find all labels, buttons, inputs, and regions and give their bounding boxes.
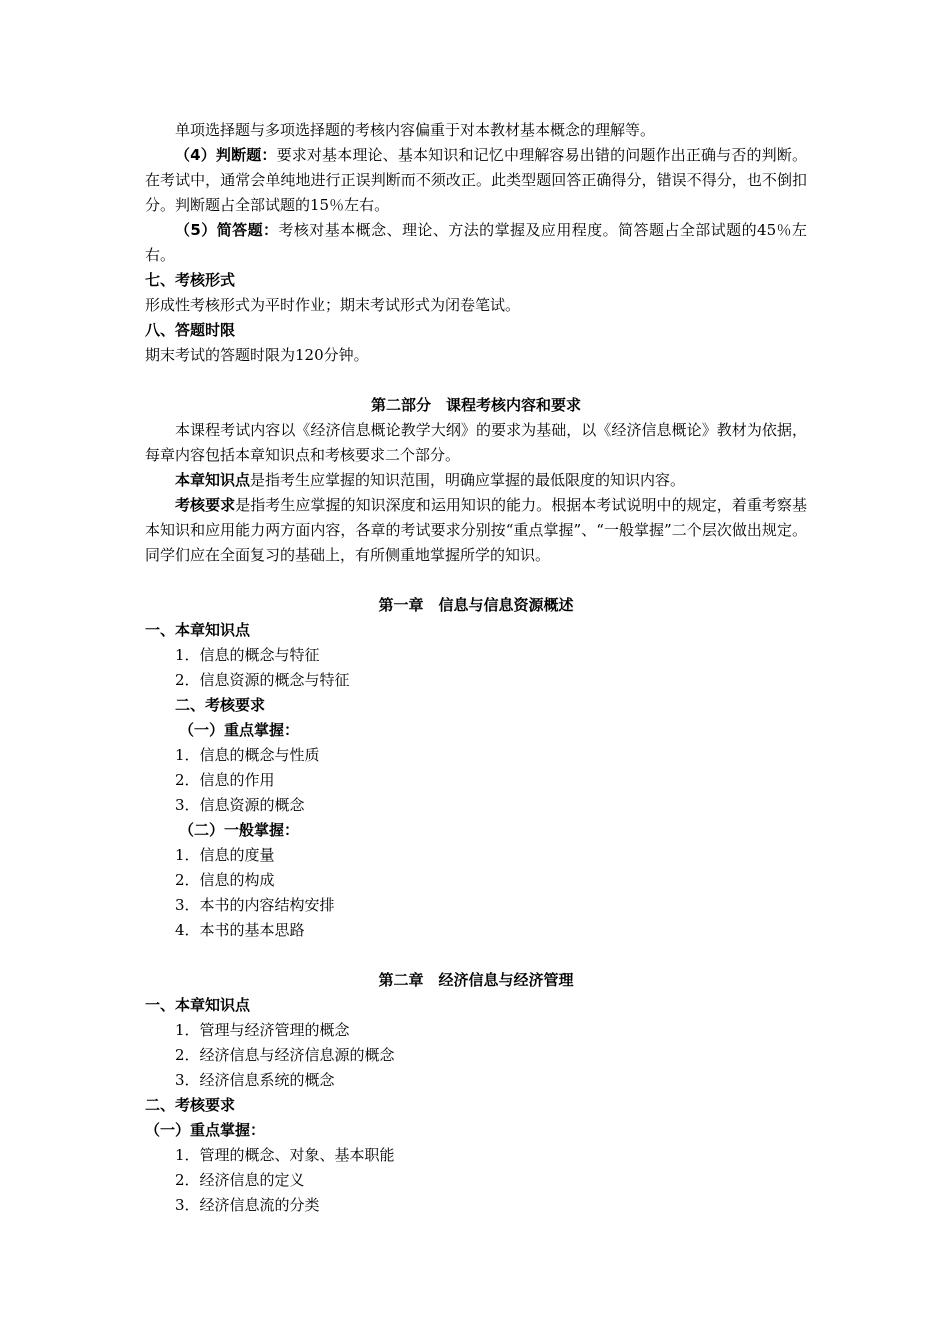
list-item: 1．信息的概念与特征 <box>175 646 320 664</box>
chapter2-knowledge-heading: 一、本章知识点 <box>145 996 251 1014</box>
true-false-text: 要求对基本理论、基本知识和记忆中理解容易出错的问题作出正确与否的判断。在考试中，通常会单纯地进行正误判断而不须改正。此类型题回答正确得分，错误不得分，也不倒扣分。判断题占全部试题的15％左右。 <box>145 146 807 214</box>
short-answer-label: （5）简答题： <box>175 221 279 239</box>
short-answer-text: 考核对基本概念、理论、方法的掌握及应用程度。简答题占全部试题的45％左右。 <box>145 221 807 264</box>
list-item: 1．管理与经济管理的概念 <box>175 1021 350 1039</box>
list-item: 1．管理的概念、对象、基本职能 <box>175 1146 395 1164</box>
chapter1-key-heading: （一）重点掌握： <box>179 721 300 739</box>
true-false-paragraph <box>145 143 807 218</box>
section-heading-8: 八、答题时限 <box>145 321 236 339</box>
list-item: 2．信息的构成 <box>175 871 275 889</box>
time-limit-text: 期末考试的答题时限为120分钟。 <box>145 346 369 364</box>
chapter1-knowledge-heading: 一、本章知识点 <box>145 621 251 639</box>
list-item: 2．经济信息与经济信息源的概念 <box>175 1046 395 1064</box>
part2-title: 第二部分 课程考核内容和要求 <box>370 396 581 414</box>
chapter2-key-heading: （一）重点掌握： <box>145 1121 266 1139</box>
part2-paragraph-3 <box>145 493 807 568</box>
part2-paragraph-1: 本课程考试内容以《经济信息概论教学大纲》的要求为基础，以《经济信息概论》教材为依据，每章内容包括本章知识点和考核要求二个部分。 <box>145 421 807 464</box>
intro-paragraph: 单项选择题与多项选择题的考核内容偏重于对本教材基本概念的理解等。 <box>175 121 656 139</box>
requirements-label: 考核要求 <box>175 496 236 514</box>
knowledge-points-text: 是指考生应掌握的知识范围，明确应掌握的最低限度的知识内容。 <box>250 471 686 489</box>
list-item: 2．经济信息的定义 <box>175 1171 305 1189</box>
list-item: 1．信息的度量 <box>175 846 275 864</box>
short-answer-paragraph <box>145 218 807 268</box>
list-item: 2．信息的作用 <box>175 771 275 789</box>
true-false-label: （4）判断题： <box>175 146 277 164</box>
knowledge-points-label: 本章知识点 <box>175 471 251 489</box>
document-page <box>145 118 807 1218</box>
list-item: 2．信息资源的概念与特征 <box>175 671 350 689</box>
chapter2-requirements-heading: 二、考核要求 <box>145 1096 236 1114</box>
list-item: 4．本书的基本思路 <box>175 921 305 939</box>
section-heading-7: 七、考核形式 <box>145 271 236 289</box>
part2-paragraph-2 <box>145 468 807 493</box>
list-item: 3．信息资源的概念 <box>175 796 305 814</box>
list-item: 1．信息的概念与性质 <box>175 746 320 764</box>
chapter2-title: 第二章 经济信息与经济管理 <box>378 971 574 989</box>
chapter1-requirements-heading: 二、考核要求 <box>175 696 266 714</box>
list-item: 3．经济信息系统的概念 <box>175 1071 335 1089</box>
requirements-text: 是指考生应掌握的知识深度和运用知识的能力。根据本考试说明中的规定，着重考察基本知识和应用能力两方面内容，各章的考试要求分别按“重点掌握”、“一般掌握”二个层次做出规定。 同学们应在全面复习的基础上，有所侧重地掌握所学的知识。 <box>145 496 807 564</box>
exam-form-text: 形成性考核形式为平时作业；期末考试形式为闭卷笔试。 <box>145 296 521 314</box>
chapter1-general-heading: （二）一般掌握： <box>179 821 300 839</box>
list-item: 3．本书的内容结构安排 <box>175 896 335 914</box>
chapter1-title: 第一章 信息与信息资源概述 <box>378 596 574 614</box>
list-item: 3．经济信息流的分类 <box>175 1196 320 1214</box>
